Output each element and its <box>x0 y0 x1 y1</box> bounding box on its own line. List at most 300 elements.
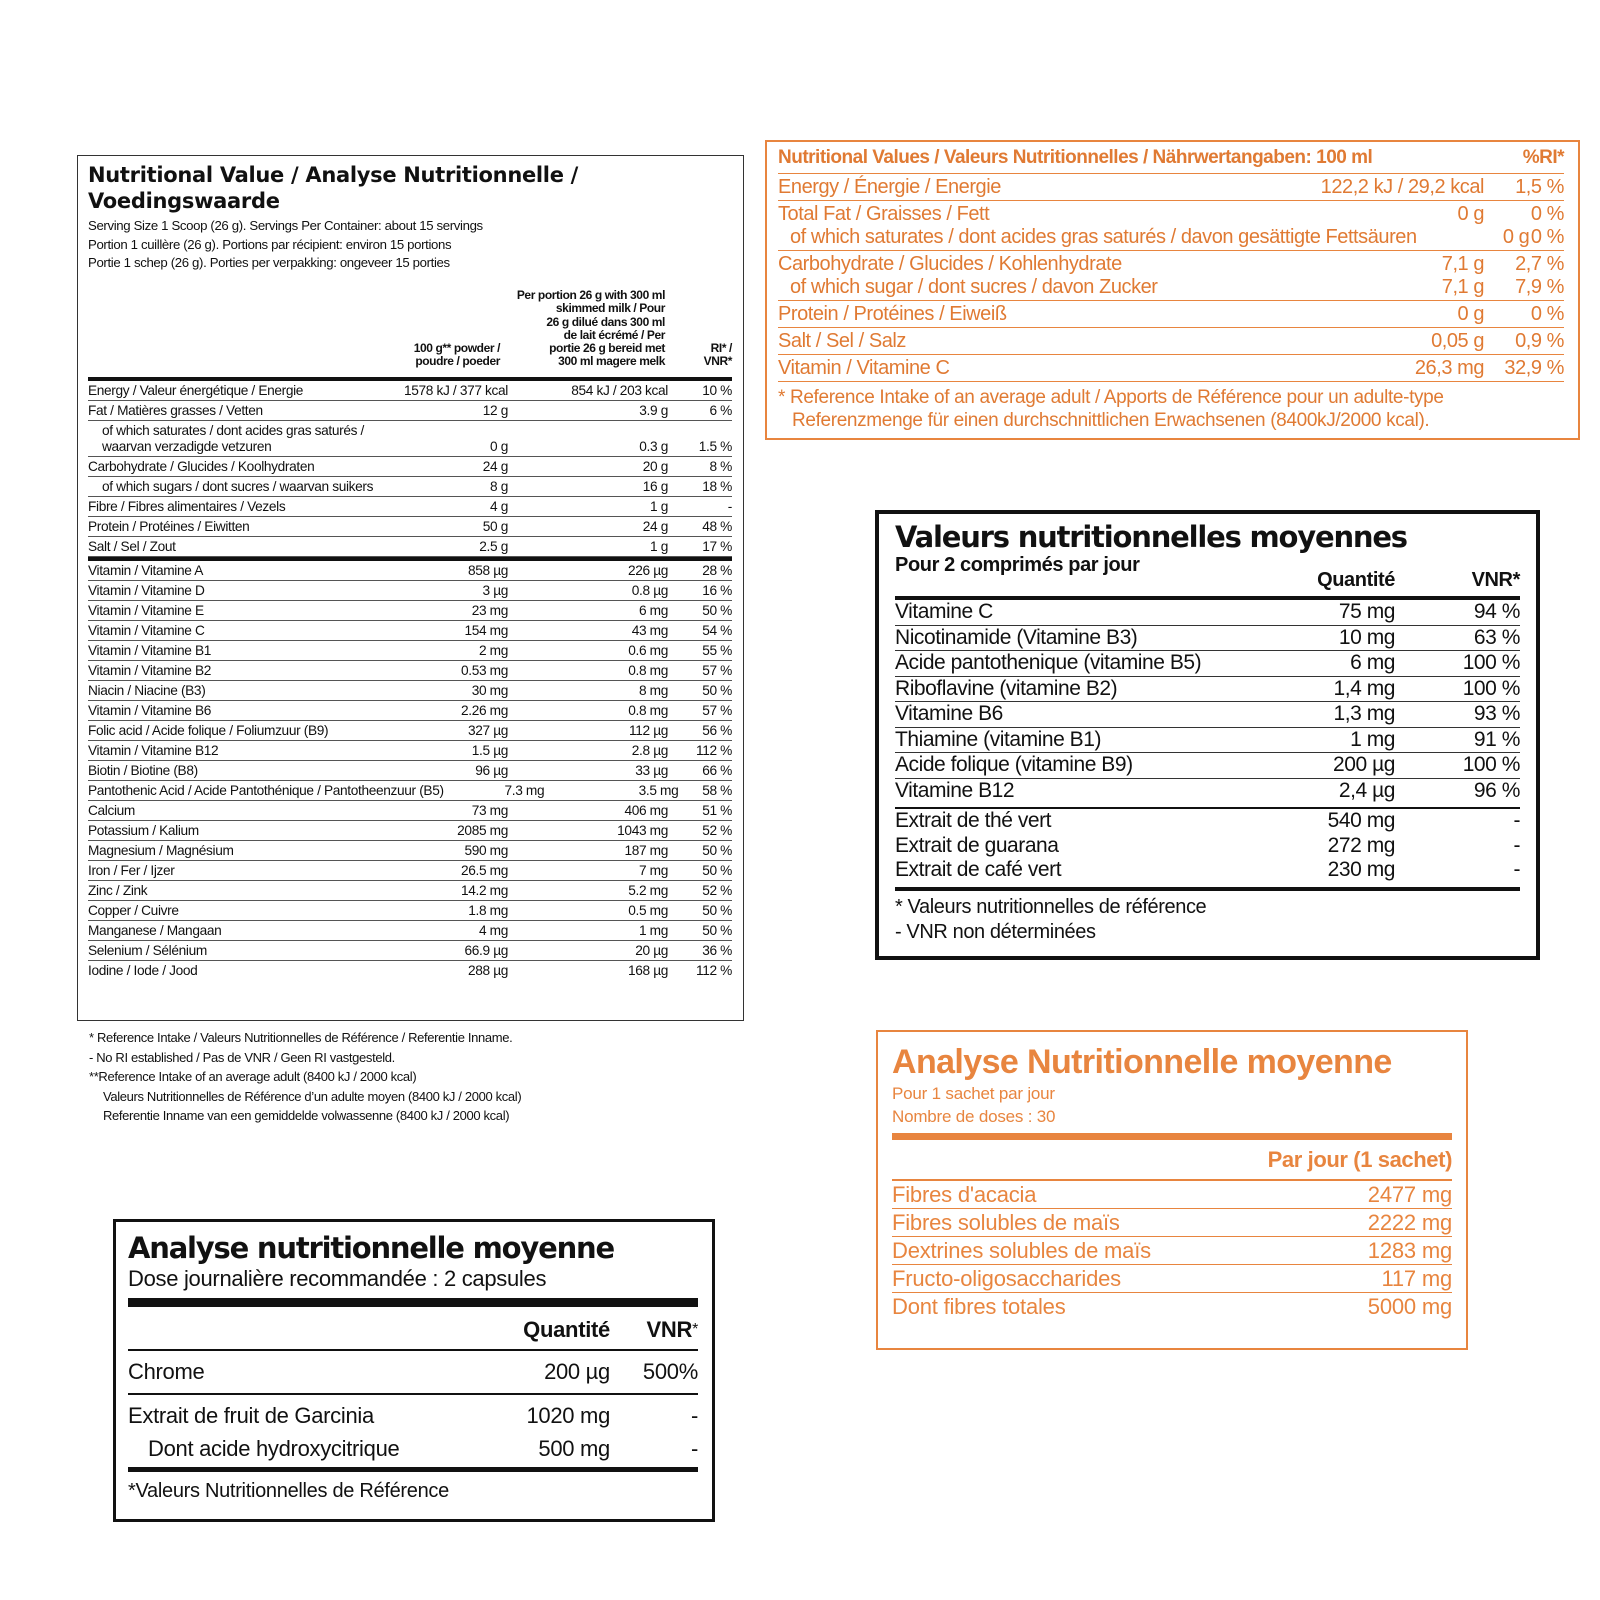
table-row <box>88 477 732 497</box>
table-row <box>88 861 732 881</box>
table-row <box>88 881 732 901</box>
panel5-subtitle-line: Pour 1 sachet par jour <box>892 1084 1055 1103</box>
row-value-ri: 57 % <box>702 662 732 678</box>
panel1-footnotes <box>89 1028 521 1126</box>
table-row <box>88 401 732 421</box>
table-row <box>895 677 1520 703</box>
row-value-portion: 16 g <box>642 478 668 494</box>
row-name: Vitamin / Vitamine B1 <box>88 642 212 658</box>
row-value-100g: 12 g <box>482 402 508 418</box>
row-value-ri: 17 % <box>702 538 732 554</box>
row-value-100g: 2.26 mg <box>460 702 508 718</box>
row-name: Acide folique (vitamine B9) <box>895 753 1133 776</box>
table-row <box>778 176 1564 199</box>
row-name: Total Fat / Graisses / Fett <box>778 203 990 225</box>
row-name: Salt / Sel / Salz <box>778 330 906 352</box>
row-value-100g: 30 mg <box>471 682 508 698</box>
panel2-footnote-line: * Reference Intake of an average adult / Apports de Référence pour un adulte-type <box>778 387 1444 408</box>
row-name: Iron / Fer / Ijzer <box>88 862 175 878</box>
col-header-portion-line: Per portion 26 g with 300 ml <box>516 288 665 303</box>
table-row <box>895 702 1520 728</box>
row-value-ri: 50 % <box>702 602 732 618</box>
row-name: Extrait de guarana <box>895 833 1059 857</box>
row-name: Vitamin / Vitamine A <box>88 562 203 578</box>
table-row <box>895 858 1520 883</box>
panel5-col-header: Par jour (1 sachet) <box>892 1140 1452 1181</box>
row-value: 7,1 g <box>1441 276 1484 298</box>
row-ri: 2,7 % <box>1515 253 1564 275</box>
row-qty: 200 µg <box>544 1359 610 1384</box>
row-value-ri: 50 % <box>702 842 732 858</box>
row-value-portion: 7 mg <box>638 862 668 878</box>
row-name: Extrait de fruit de Garcinia <box>128 1403 374 1428</box>
table-row <box>88 701 732 721</box>
row-name: Vitamine C <box>895 600 993 623</box>
row-vnr: - <box>1513 809 1520 832</box>
row-value-portion: 20 g <box>642 458 668 474</box>
table-row <box>128 1431 698 1472</box>
row-value-ri: 51 % <box>702 802 732 818</box>
row-value-portion: 226 µg <box>627 562 668 578</box>
row-name: Riboflavine (vitamine B2) <box>895 676 1118 700</box>
col-header-portion-line: 300 ml magere melk <box>558 354 665 369</box>
table-row <box>88 381 732 401</box>
row-name: Fat / Matières grasses / Vetten <box>88 402 263 418</box>
row-vnr: 91 % <box>1473 727 1520 751</box>
nutrition-table-multilingual <box>77 155 744 1021</box>
row-name: Vitamin / Vitamine C <box>778 357 950 379</box>
row-value-100g: 66.9 µg <box>464 942 508 958</box>
row-value-portion: 1 mg <box>638 922 668 938</box>
panel3-extract-rows <box>895 809 1520 883</box>
row-value-100g: 7.3 mg <box>504 782 545 798</box>
row-value-portion: 0.8 µg <box>631 582 668 598</box>
row-name: Acide pantothenique (vitamine B5) <box>895 651 1202 674</box>
row-value-100g: 327 µg <box>467 722 508 738</box>
row-qty: 272 mg <box>1327 833 1395 857</box>
row-value-100g: 23 mg <box>471 602 508 618</box>
panel2-header <box>778 142 1564 174</box>
table-row <box>128 1351 698 1395</box>
row-vnr: 100 % <box>1462 753 1520 776</box>
panel5-rows <box>892 1181 1452 1320</box>
table-row <box>892 1293 1452 1320</box>
row-name: Protein / Protéines / Eiwitten <box>88 518 250 534</box>
row-name: Chrome <box>128 1359 205 1384</box>
row-qty: 1,4 mg <box>1333 676 1395 700</box>
row-name: Protein / Protéines / Eiweiß <box>778 303 1007 325</box>
table-row <box>88 941 732 961</box>
col-header-100g-line: poudre / poeder <box>415 354 500 369</box>
row-name: Vitamin / Vitamine C <box>88 622 205 638</box>
row-value-ri: 52 % <box>702 882 732 898</box>
panel2-header-title: Nutritional Values / Valeurs Nutritionnelles / Nährwertangaben: 100 ml <box>778 147 1373 168</box>
row-value-ri: 112 % <box>695 962 732 978</box>
row-value: 0,05 g <box>1431 330 1484 352</box>
panel3-col-qty: Quantité <box>1317 569 1395 591</box>
row-value-portion: 0.5 mg <box>628 902 668 918</box>
row-value-100g: 858 µg <box>467 562 508 578</box>
micro-rows <box>88 557 732 980</box>
row-value-100g: 73 mg <box>471 802 508 818</box>
row-name: of which saturates / dont acides gras saturés / waarvan verzadigde vetzuren <box>102 422 365 454</box>
table-row <box>88 841 732 861</box>
row-value-portion: 5.2 mg <box>628 882 668 898</box>
footnote-line: **Reference Intake of an average adult (8400 kJ / 2000 kcal) <box>89 1069 417 1084</box>
panel1-title: Nutritional Value / Analyse Nutritionnelle / Voedingswaarde <box>88 163 579 213</box>
row-vnr: 100 % <box>1462 676 1520 700</box>
row-value-ri: - <box>727 498 732 514</box>
row-value-portion: 0.6 mg <box>628 642 668 658</box>
row-name: of which sugars / dont sucres / waarvan suikers <box>102 478 374 494</box>
row-value: 5000 mg <box>1367 1294 1452 1319</box>
row-value: 0 g <box>1457 303 1484 325</box>
table-row <box>895 728 1520 754</box>
row-value-portion: 3.5 mg <box>638 782 679 798</box>
row-value-portion: 8 mg <box>638 682 668 698</box>
row-vnr: - <box>1513 858 1520 881</box>
row-value-100g: 0.53 mg <box>460 662 508 678</box>
row-value-ri: 50 % <box>702 682 732 698</box>
table-row <box>88 517 732 537</box>
row-value-portion: 20 µg <box>635 942 668 958</box>
serving-line-en: Serving Size 1 Scoop (26 g). Servings Per Container: about 15 servings <box>88 218 483 233</box>
row-value-ri: 50 % <box>702 902 732 918</box>
panel3-vitamin-rows <box>895 600 1520 803</box>
table-row <box>128 1395 698 1431</box>
row-name: Manganese / Mangaan <box>88 922 222 938</box>
row-name: Vitamin / Vitamine B2 <box>88 662 212 678</box>
col-header-100g <box>414 342 500 368</box>
row-group <box>778 174 1564 201</box>
row-name: Biotin / Biotine (B8) <box>88 762 198 778</box>
panel2-footnote <box>778 382 1564 432</box>
row-value-portion: 2.8 µg <box>631 742 668 758</box>
table-row <box>88 801 732 821</box>
row-qty: 540 mg <box>1327 809 1395 832</box>
col-header-portion-line: skimmed milk / Pour <box>555 301 665 316</box>
row-qty: 10 mg <box>1338 625 1395 649</box>
table-row <box>892 1265 1452 1293</box>
row-value-100g: 154 mg <box>464 622 508 638</box>
row-name: Thiamine (vitamine B1) <box>895 727 1102 751</box>
row-value-100g: 14.2 mg <box>460 882 508 898</box>
row-group <box>778 328 1564 355</box>
row-value-ri: 50 % <box>702 862 732 878</box>
row-value-100g: 96 µg <box>475 762 508 778</box>
row-value-ri: 8 % <box>709 458 732 474</box>
table-row <box>88 561 732 581</box>
table-row <box>88 497 732 517</box>
row-value-ri: 55 % <box>702 642 732 658</box>
row-value-100g: 288 µg <box>467 962 508 978</box>
col-header-ri-line: RI* / <box>710 341 732 356</box>
row-group <box>778 251 1564 301</box>
row-value-100g: 2.5 g <box>479 538 508 554</box>
table-row <box>895 626 1520 652</box>
row-vnr: - <box>1513 833 1520 857</box>
panel3-footnote-line: - VNR non déterminées <box>895 920 1096 943</box>
table-row <box>778 330 1564 353</box>
panel5-divider <box>892 1133 1452 1140</box>
row-name: Zinc / Zink <box>88 882 148 898</box>
row-value-portion: 43 mg <box>631 622 668 638</box>
row-qty: 230 mg <box>1327 858 1395 881</box>
panel4-column-header <box>128 1307 698 1351</box>
table-row <box>88 581 732 601</box>
row-value-100g: 0 g <box>490 438 508 454</box>
nutrition-table-tablets <box>875 510 1540 960</box>
row-value: 2477 mg <box>1367 1182 1452 1207</box>
row-value-100g: 590 mg <box>464 842 508 858</box>
row-value-ri: 16 % <box>702 582 732 598</box>
row-name: of which saturates / dont acides gras saturés / davon gesättigte Fettsäuren <box>790 226 1417 248</box>
panel4-footnote: *Valeurs Nutritionnelles de Référence <box>128 1480 449 1502</box>
table-row <box>88 821 732 841</box>
row-vnr: 100 % <box>1462 651 1520 674</box>
row-qty: 6 mg <box>1350 651 1395 674</box>
panel5-subtitle-line: Nombre de doses : 30 <box>892 1107 1056 1126</box>
row-value: 122,2 kJ / 29,2 kcal <box>1320 176 1484 198</box>
table-row <box>88 661 732 681</box>
row-ri: 0 % <box>1530 303 1564 325</box>
row-qty: 1,3 mg <box>1333 702 1395 725</box>
row-value-portion: 112 µg <box>628 722 668 738</box>
row-name: Energy / Énergie / Energie <box>778 176 1001 198</box>
row-qty: 75 mg <box>1338 600 1395 623</box>
row-value-ri: 52 % <box>702 822 732 838</box>
serving-line-fr: Portion 1 cuillère (26 g). Portions par récipient: environ 15 portions <box>88 236 452 252</box>
row-group <box>778 301 1564 328</box>
table-row <box>778 303 1564 326</box>
col-header-ri <box>704 342 732 368</box>
col-header-100g-line: 100 g** powder / <box>413 341 500 356</box>
col-header-ri-line: VNR* <box>703 354 732 369</box>
row-value-ri: 56 % <box>702 722 732 738</box>
row-vnr: - <box>690 1436 698 1461</box>
row-name: of which sugar / dont sucres / davon Zucker <box>790 276 1158 298</box>
row-ri: 1,5 % <box>1515 176 1564 198</box>
row-name: Vitamin / Vitamine E <box>88 602 204 618</box>
table-row <box>778 226 1564 249</box>
row-name: Fibre / Fibres alimentaires / Vezels <box>88 498 286 514</box>
panel3-footnote <box>895 895 1520 945</box>
row-vnr: 94 % <box>1473 600 1520 623</box>
serving-line-nl: Portie 1 schep (26 g). Porties per verpakking: ongeveer 15 porties <box>88 255 450 270</box>
table-row <box>895 753 1520 779</box>
row-vnr: 96 % <box>1473 778 1520 802</box>
row-value-ri: 6 % <box>709 402 732 418</box>
row-name: Folic acid / Acide folique / Foliumzuur (B9) <box>88 722 329 738</box>
row-name: Nicotinamide (Vitamine B3) <box>895 625 1138 649</box>
panel3-subheader <box>895 554 1520 592</box>
row-name: Calcium <box>88 802 135 818</box>
row-qty: 200 µg <box>1333 753 1395 776</box>
row-qty: 2,4 µg <box>1338 778 1395 802</box>
row-ri: 32,9 % <box>1504 357 1564 379</box>
row-name: Energy / Valeur énergétique / Energie <box>88 382 304 398</box>
row-value-portion: 854 kJ / 203 kcal <box>571 382 668 398</box>
panel4-title: Analyse nutritionnelle moyenne <box>128 1231 614 1265</box>
footnote-line: Referentie Inname van een gemiddelde volwassenne (8400 kJ / 2000 kcal) <box>103 1108 510 1123</box>
table-row <box>778 203 1564 226</box>
panel4-col-vnr <box>610 1315 698 1345</box>
row-qty: 1 mg <box>1350 727 1395 751</box>
row-name: Dont fibres totales <box>892 1294 1066 1319</box>
row-name: Iodine / Iode / Jood <box>88 962 198 978</box>
row-value-portion: 187 mg <box>624 842 668 858</box>
row-value: 7,1 g <box>1441 253 1484 275</box>
row-ri: 0 % <box>1530 226 1564 248</box>
row-value-100g: 26.5 mg <box>460 862 508 878</box>
table-row <box>88 681 732 701</box>
row-name: Carbohydrate / Glucides / Kohlenhydrate <box>778 253 1122 275</box>
row-group <box>778 355 1564 382</box>
row-value-ri: 66 % <box>702 762 732 778</box>
panel3-subtitle: Pour 2 comprimés par jour <box>895 554 1140 576</box>
row-value-portion: 406 mg <box>624 802 668 818</box>
table-row <box>778 276 1564 299</box>
row-value-portion: 168 µg <box>627 962 668 978</box>
row-vnr: 93 % <box>1473 702 1520 725</box>
row-value-portion: 0.3 g <box>639 438 668 454</box>
col-header-portion-line: de lait écrémé / Per <box>563 327 665 342</box>
row-value-ri: 28 % <box>702 562 732 578</box>
table-row <box>88 601 732 621</box>
panel4-col-qty: Quantité <box>523 1317 610 1342</box>
table-row <box>88 741 732 761</box>
footnote-line: * Reference Intake / Valeurs Nutritionnelles de Référence / Referentie Inname. <box>89 1030 513 1045</box>
nutrition-table-capsules <box>113 1219 715 1522</box>
row-value-100g: 2 mg <box>478 642 508 658</box>
row-value: 117 mg <box>1381 1266 1452 1291</box>
row-value: 26,3 mg <box>1414 357 1484 379</box>
row-value-ri: 112 % <box>695 742 732 758</box>
table-row <box>895 834 1520 859</box>
row-name: Carbohydrate / Glucides / Koolhydraten <box>88 458 315 474</box>
panel5-subtitle <box>892 1082 1452 1128</box>
column-headers <box>88 273 732 377</box>
row-name: Dextrines solubles de maïs <box>892 1238 1151 1263</box>
panel3-title: Valeurs nutritionnelles moyennes <box>895 520 1407 554</box>
row-value-ri: 48 % <box>702 518 732 534</box>
row-name: Magnesium / Magnésium <box>88 842 234 858</box>
table-row <box>895 651 1520 677</box>
row-name: Pantothenic Acid / Acide Pantothénique / Pantotheenzuur (B5) <box>88 782 444 798</box>
row-name: Extrait de café vert <box>895 858 1062 881</box>
row-name: Vitamin / Vitamine B12 <box>88 742 219 758</box>
row-ri: 0,9 % <box>1515 330 1564 352</box>
row-value-100g: 4 mg <box>478 922 508 938</box>
nutrition-table-sachet <box>876 1030 1468 1350</box>
col-header-portion <box>495 289 665 368</box>
row-value-portion: 0.8 mg <box>628 662 668 678</box>
row-value-100g: 50 g <box>482 518 508 534</box>
row-value-portion: 1043 mg <box>617 822 668 838</box>
row-value-portion: 33 µg <box>635 762 668 778</box>
row-value-100g: 1578 kJ / 377 kcal <box>403 382 508 398</box>
row-ri: 7,9 % <box>1515 276 1564 298</box>
row-value-portion: 24 g <box>642 518 668 534</box>
panel4-col-vnr-star: * <box>692 1321 698 1338</box>
macro-rows <box>88 377 732 557</box>
table-row <box>88 621 732 641</box>
table-row <box>88 641 732 661</box>
table-row <box>88 901 732 921</box>
row-value-ri: 58 % <box>702 782 732 798</box>
row-vnr: - <box>690 1403 698 1428</box>
row-name: Vitamine B6 <box>895 702 1003 725</box>
row-value-portion: 1 g <box>650 498 668 514</box>
row-name: Extrait de thé vert <box>895 809 1052 832</box>
panel4-col-vnr-label: VNR <box>646 1317 693 1342</box>
row-value-100g: 2085 mg <box>457 822 508 838</box>
table-row <box>892 1181 1452 1209</box>
table-row <box>892 1209 1452 1237</box>
table-row <box>88 921 732 941</box>
row-value-100g: 3 µg <box>482 582 508 598</box>
row-name: Selenium / Sélénium <box>88 942 207 958</box>
row-name: Fibres d'acacia <box>892 1182 1037 1207</box>
row-qty: 1020 mg <box>526 1403 610 1428</box>
table-row <box>88 537 732 557</box>
footnote-line: Valeurs Nutritionnelles de Référence d’un adulte moyen (8400 kJ / 2000 kcal) <box>103 1088 522 1104</box>
row-name: Potassium / Kalium <box>88 822 199 838</box>
panel4-subtitle: Dose journalière recommandée : 2 capsules <box>128 1266 547 1291</box>
row-name: Dont acide hydroxycitrique <box>148 1436 400 1461</box>
row-name: Salt / Sel / Zout <box>88 538 176 554</box>
row-value-100g: 1.8 mg <box>468 902 508 918</box>
row-value-100g: 4 g <box>490 498 508 514</box>
row-qty: 500 mg <box>538 1436 610 1461</box>
row-value: 0 g <box>1502 226 1530 248</box>
serving-info <box>88 217 732 273</box>
nutrition-table-orange <box>765 140 1580 440</box>
panel3-footnote-line: * Valeurs nutritionnelles de référence <box>895 895 1207 918</box>
row-value-ri: 36 % <box>702 942 732 958</box>
row-name: Copper / Cuivre <box>88 902 179 918</box>
panel5-title: Analyse Nutritionnelle moyenne <box>892 1043 1392 1081</box>
row-value-portion: 6 mg <box>638 602 668 618</box>
row-name: Vitamine B12 <box>895 778 1015 802</box>
row-name: Vitamin / Vitamine B6 <box>88 702 212 718</box>
row-value-ri: 57 % <box>702 702 732 718</box>
row-value-ri: 54 % <box>702 622 732 638</box>
row-value-ri: 1.5 % <box>698 438 732 454</box>
row-ri: 0 % <box>1530 203 1564 225</box>
row-name: Fibres solubles de maïs <box>892 1210 1120 1235</box>
row-group <box>778 201 1564 251</box>
panel4-divider <box>128 1298 698 1307</box>
col-header-portion-line: 26 g dilué dans 300 ml <box>546 314 665 329</box>
table-row <box>778 253 1564 276</box>
row-name: Vitamin / Vitamine D <box>88 582 205 598</box>
row-value: 2222 mg <box>1367 1210 1452 1235</box>
table-row <box>88 781 732 801</box>
table-row <box>895 809 1520 834</box>
table-row <box>88 721 732 741</box>
table-row <box>88 457 732 477</box>
table-row <box>88 761 732 781</box>
panel3-divider <box>895 887 1520 891</box>
row-value-ri: 50 % <box>702 922 732 938</box>
table-row <box>88 421 732 457</box>
table-row <box>892 1237 1452 1265</box>
table-row <box>778 357 1564 380</box>
footnote-line: - No RI established / Pas de VNR / Geen RI vastgesteld. <box>89 1049 395 1065</box>
panel2-footnote-line: Referenzmenge für einen durchschnittlichen Erwachsenen (8400kJ/2000 kcal). <box>792 410 1430 431</box>
panel3-col-vnr: VNR* <box>1471 569 1520 591</box>
